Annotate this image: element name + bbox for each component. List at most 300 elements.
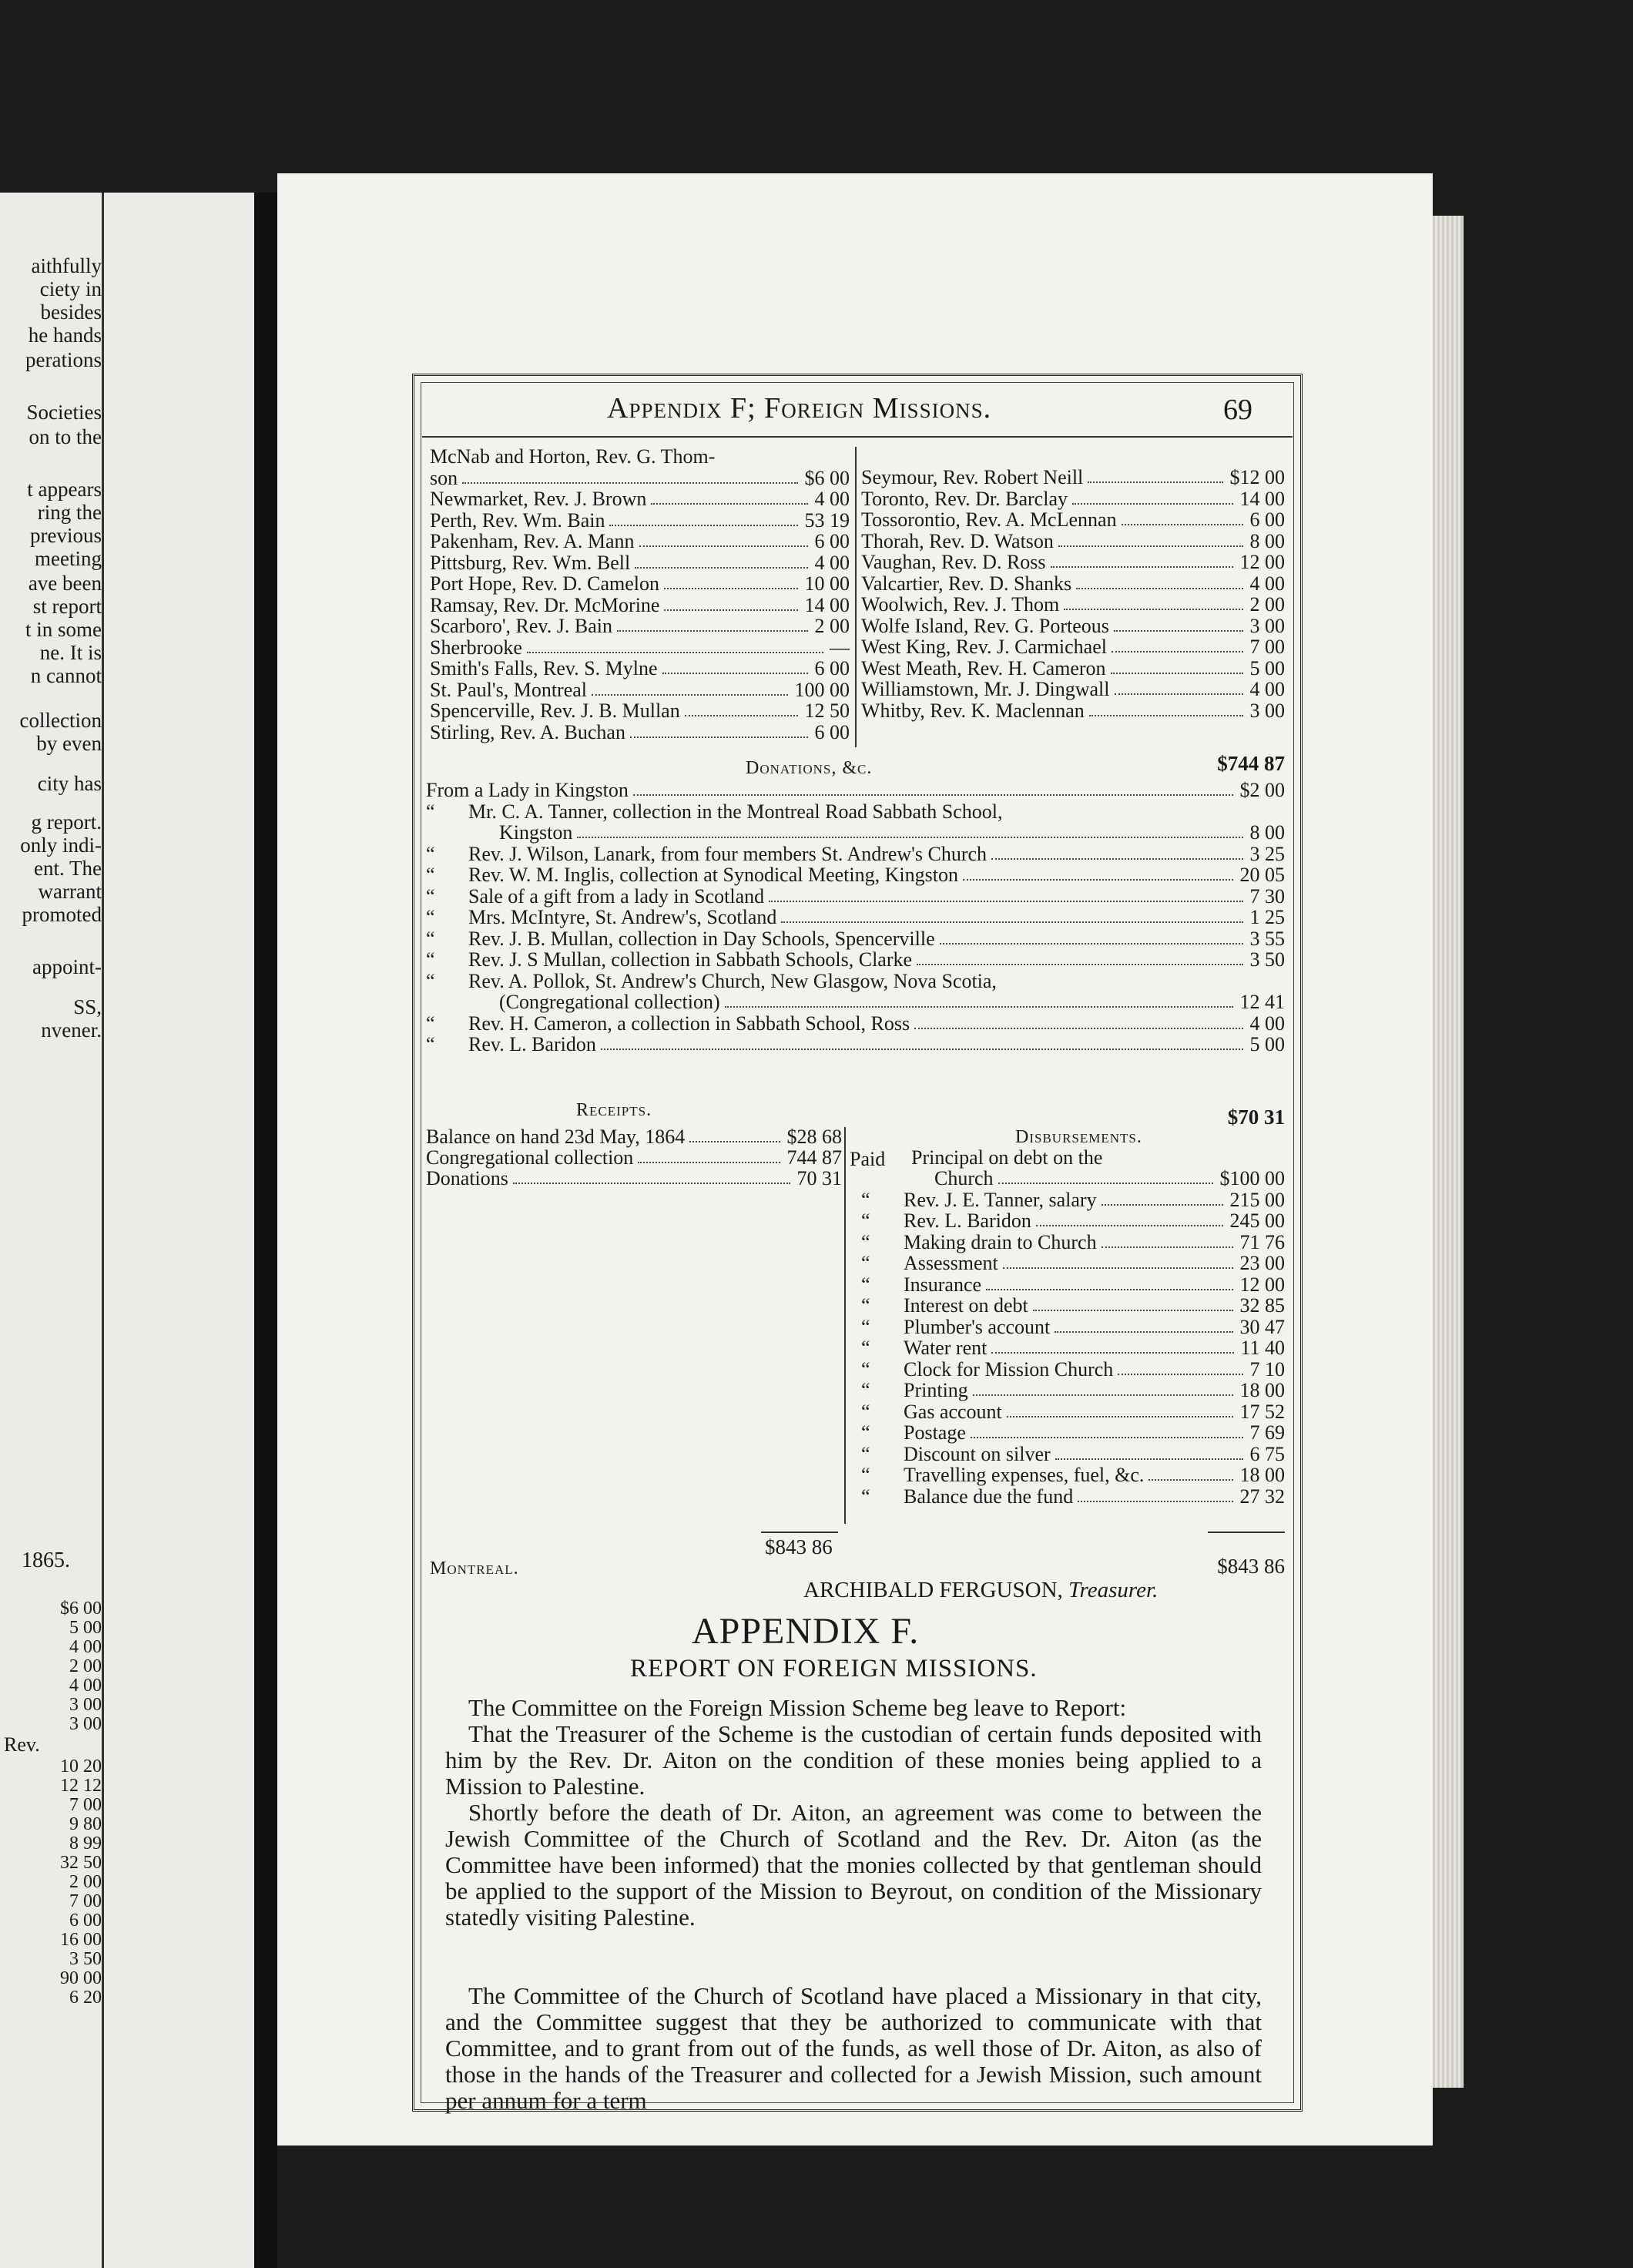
congregation-row-amount: 4 00 [1249,572,1285,595]
book-page [277,173,1433,2146]
donation-row [426,802,1285,822]
congregations-total: $744 87 [1217,752,1285,775]
receipts-list [426,1127,842,1204]
receipt-row-amount: 744 87 [786,1146,842,1169]
disbursement-name: Travelling expenses, fuel, &c. [904,1464,1145,1486]
disbursement-amount: 30 47 [1239,1315,1285,1338]
congregation-row-name: Woolwich, Rev. J. Thom [861,593,1060,616]
disbursement-amount: 215 00 [1229,1188,1285,1211]
disbursement-amount: 32 85 [1239,1294,1285,1317]
leader-dots [725,1006,1233,1008]
left-page-amount: 4 00 [69,1676,102,1696]
congregation-row-amount: 4 00 [1249,678,1285,700]
congregation-row-name: Ramsay, Rev. Dr. McMorine [430,593,660,616]
ditto-mark: “ [861,1442,870,1465]
left-page-amount: 9 80 [69,1814,102,1834]
leader-dots [633,794,1233,796]
left-page-year: 1865. [22,1548,70,1572]
ditto-mark: “ [861,1294,870,1317]
congregation-row-amount: $12 00 [1229,466,1285,488]
left-page-amount: 7 00 [69,1891,102,1911]
donation-description: Rev. J. Wilson, Lanark, from four members St. Andrew's Church [468,842,988,865]
book-gutter [254,193,277,2268]
congregation-row-name: Williamstown, Mr. J. Dingwall [861,678,1110,700]
congregation-row [861,656,1285,679]
congregation-row-amount: 12 00 [1239,551,1285,573]
leader-dots [1058,545,1243,547]
receipt-row-amount: 70 31 [796,1167,842,1189]
disbursement-amount: 18 00 [1239,1379,1285,1401]
signature-place: Montreal. [430,1558,519,1579]
receipts-total-rule [761,1532,838,1533]
congregation-row-name: Port Hope, Rev. D. Camelon [430,572,659,595]
congregation-row-amount: 3 00 [1249,614,1285,637]
leader-dots [592,694,788,696]
ditto-mark: “ [861,1273,870,1296]
receipt-row-name: Balance on hand 23d May, 1864 [426,1126,686,1148]
left-page-line: t in some [25,618,102,641]
donation-description: Sale of a gift from a lady in Scotland [468,884,765,908]
disbursement-row [850,1402,1285,1422]
donation-amount: 1 25 [1249,906,1285,928]
donations-list [426,780,1285,1104]
donation-description: Mrs. McIntyre, St. Andrew's, Scotland [468,906,777,928]
left-page-line: he hands [28,324,102,347]
leader-dots [1148,1479,1233,1481]
leader-dots [991,1352,1234,1354]
left-page-line: only indi- [20,834,102,857]
leader-dots [601,1048,1243,1050]
donation-row [426,971,1285,991]
left-page-line: ne. It is [39,641,102,664]
disbursement-name: Balance due the fund [904,1485,1074,1508]
congregation-row [430,508,850,532]
leader-dots [1112,651,1243,653]
congregation-row [430,701,850,721]
donation-row [457,823,1285,843]
receipt-row [426,1127,842,1147]
congregation-row [861,574,1285,594]
congregation-row-name: Tossorontio, Rev. A. McLennan [861,508,1117,531]
left-page-amount: 16 00 [60,1930,102,1950]
donation-description: (Congregational collection) [499,991,720,1013]
leader-dots [513,1183,790,1184]
donation-description: Rev. J. B. Mullan, collection in Day Schools, Spencerville [468,927,935,950]
left-page-line: ent. The [34,857,102,880]
disbursement-name: Insurance [904,1273,982,1296]
donation-amount: 20 05 [1239,864,1285,886]
congregation-row [430,638,850,658]
ditto-mark: “ [861,1188,870,1211]
congregation-row [861,510,1285,530]
disbursements-heading: Disbursements. [1015,1127,1142,1147]
left-page-line: perations [25,348,102,371]
congregation-row-amount: 100 00 [794,678,850,701]
congregation-row-name: Thorah, Rev. D. Watson [861,529,1054,552]
leader-dots [963,879,1233,881]
leader-dots [986,1289,1233,1290]
leader-dots [527,652,823,653]
ditto-mark: “ [861,1421,870,1444]
leader-dots [1078,1501,1233,1502]
leader-dots [630,736,808,738]
ditto-mark: “ [861,1230,870,1253]
leader-dots [662,673,808,674]
ditto-mark: “ [861,1315,870,1338]
ditto-mark: “ [426,927,435,950]
left-page-amount: 3 50 [69,1949,102,1969]
leader-dots [1088,481,1223,483]
disbursement-amount: 27 32 [1239,1485,1285,1508]
left-page-amount: 8 99 [69,1834,102,1854]
report-paragraph: The Committee of the Church of Scotland have placed a Missionary in that city, and the Committee suggest that they be authorized to communicate with that Committee, and to grant from out of the funds, as well those of Dr. Aiton, as also of those in the hands of the Treasurer and collected for a Jewish Mission, such amount per annum for a term [445,1982,1262,2114]
disbursement-name: Gas account [904,1400,1002,1423]
left-page-amount: 5 00 [69,1618,102,1638]
disbursements-total-rule [1208,1532,1285,1533]
disbursement-amount: 18 00 [1239,1464,1285,1486]
congregation-row-amount: 5 00 [1249,656,1285,679]
left-page-amount: $6 00 [60,1599,102,1619]
disbursement-name: Interest on debt [904,1294,1028,1317]
leader-dots [1102,1246,1233,1248]
ditto-mark: “ [426,948,435,971]
donation-row [426,1014,1285,1034]
ditto-mark: “ [426,1033,435,1055]
disbursement-name: Discount on silver [904,1442,1051,1465]
leader-dots [664,609,798,611]
ditto-mark: “ [861,1400,870,1423]
leader-dots [1064,609,1243,610]
leader-dots [914,1028,1243,1029]
congregation-row [861,679,1285,700]
paid-label: Paid [850,1148,886,1170]
donation-amount: 3 50 [1249,948,1285,971]
disbursement-name: Printing [904,1379,968,1401]
report-body [445,1694,1269,2114]
left-page-line: besides [40,300,102,324]
disbursement-row [850,1357,1285,1381]
congregation-row-amount: 53 19 [804,508,850,532]
leader-dots [1122,524,1243,525]
donation-amount: 4 00 [1249,1012,1285,1035]
donation-row [426,865,1285,885]
ditto-mark: “ [861,1379,870,1401]
congregation-row-name: Stirling, Rev. A. Buchan [430,720,625,743]
left-page-line: warrant [38,880,102,903]
donation-description: Rev. A. Pollok, St. Andrew's Church, New Glasgow, Nova Scotia, [468,969,997,992]
ditto-mark: “ [861,1485,870,1508]
congregation-row [430,574,850,594]
donation-row [426,1035,1285,1055]
leader-dots [781,921,1243,923]
disbursement-name: Rev. L. Baridon [904,1209,1031,1232]
receipt-row [426,1169,842,1189]
donation-description: Rev. W. M. Inglis, collection at Synodical Meeting, Kingston [468,864,958,886]
left-page-line: on to the [29,425,102,448]
donations-heading: Donations, &c. [746,758,873,778]
left-page-line: city has [37,772,102,795]
congregation-row-name: Whitby, Rev. K. Maclennan [861,699,1085,722]
disbursement-amount: 17 52 [1239,1400,1285,1423]
left-page-amount: 32 50 [60,1853,102,1873]
donation-description: Mr. C. A. Tanner, collection in the Montreal Road Sabbath School, [468,800,1003,823]
leader-dots [1003,1267,1233,1269]
report-heading: APPENDIX F. [692,1611,920,1652]
disbursement-row [850,1423,1285,1443]
left-page-line: meeting [35,547,102,570]
donation-description: Rev. J. S Mullan, collection in Sabbath Schools, Clarke [468,948,913,971]
congregation-row-amount: 3 00 [1249,699,1285,722]
congregation-row-amount: 8 00 [1249,529,1285,552]
congregation-row-amount: 6 00 [814,657,850,679]
donation-description: Rev. L. Baridon [468,1033,596,1055]
ditto-mark: “ [426,969,435,992]
donation-row [426,950,1285,970]
disbursement-row [934,1169,1285,1189]
page-edge-stack [1433,216,1464,2088]
disbursement-row [850,1338,1285,1358]
congregation-row-amount: 6 00 [814,530,850,552]
disbursement-row [850,1465,1285,1485]
congregation-row [861,616,1285,636]
ditto-mark: “ [861,1209,870,1232]
congregation-row [430,532,850,552]
ditto-mark: “ [861,1337,870,1359]
left-page-rev: Rev. [4,1733,40,1756]
disbursement-row [850,1253,1285,1273]
donation-row [457,992,1285,1012]
congregations-left-column [430,447,850,747]
left-page-amount: 6 20 [69,1988,102,2008]
left-page-line: ciety in [39,277,102,300]
receipts-total: $843 86 [765,1535,833,1558]
congregation-row-name: Vaughan, Rev. D. Ross [861,551,1046,573]
ditto-mark: “ [426,1012,435,1035]
donation-row [426,780,1285,800]
disbursement-amount: 11 40 [1240,1337,1285,1359]
leader-dots [917,964,1243,965]
disbursement-row [850,1230,1285,1253]
congregation-row-name: St. Paul's, Montreal [430,678,588,701]
leader-dots [462,482,798,484]
disbursement-row [850,1275,1285,1295]
leader-dots [1007,1416,1233,1418]
disbursement-amount: $100 00 [1219,1167,1285,1189]
left-page-amount: 3 00 [69,1695,102,1715]
congregation-row [861,529,1285,552]
donation-amount: 8 00 [1249,821,1285,844]
treasurer-name: ARCHIBALD FERGUSON, [803,1578,1063,1602]
left-page-line: ring the [37,501,102,524]
ditto-mark: “ [861,1464,870,1486]
disbursements-list [850,1148,1285,1533]
disbursement-name: Water rent [904,1337,988,1359]
donation-amount: 3 55 [1249,927,1285,950]
left-page-fragment [0,193,254,2268]
congregation-row-name: West King, Rev. J. Carmichael [861,636,1107,658]
congregation-row [430,616,850,636]
left-page-amount: 2 00 [69,1872,102,1892]
congregation-row-name: Newmarket, Rev. J. Brown [430,488,647,510]
leader-dots [973,1394,1233,1396]
left-page-amount: 2 00 [69,1656,102,1676]
congregation-row-name: Seymour, Rev. Robert Neill [861,466,1084,488]
congregation-row-amount: $6 00 [804,466,850,489]
page-number: 69 [1223,394,1252,426]
disbursement-row [850,1296,1285,1316]
leader-dots [638,1162,780,1163]
congregation-row-name: son [430,466,458,489]
donations-total: $70 31 [1227,1105,1285,1129]
left-page-line: Societies [26,401,102,424]
disbursement-amount: 12 00 [1239,1273,1285,1296]
left-page-line: aithfully [31,254,102,277]
leader-dots [639,545,808,547]
report-subheading: REPORT ON FOREIGN MISSIONS. [630,1655,1038,1683]
disbursement-row-first: Principal on debt on the [911,1146,1103,1169]
disbursement-amount: 7 69 [1249,1421,1285,1444]
disbursement-amount: 7 10 [1249,1357,1285,1381]
left-page-line: promoted [22,903,102,926]
receipts-divider [844,1127,846,1524]
congregation-row-amount: 12 50 [804,700,850,722]
left-page-amount: 12 12 [60,1776,102,1796]
congregation-row [861,701,1285,721]
leader-dots [971,1437,1243,1438]
donation-row [426,929,1285,949]
disbursement-row [850,1211,1285,1231]
leader-dots [769,901,1243,902]
congregation-row-name: Valcartier, Rev. D. Shanks [861,572,1072,595]
donation-amount: $2 00 [1239,779,1285,801]
leader-dots [1076,588,1243,589]
left-page-line: g report. [31,810,102,834]
congregation-row [430,659,850,679]
congregation-row-amount: 6 00 [1249,508,1285,531]
leader-dots [1051,566,1233,568]
left-page-amount: 6 00 [69,1911,102,1931]
leader-dots [1111,673,1243,674]
congregation-row-amount: 10 00 [804,572,850,595]
disbursement-amount: 245 00 [1229,1209,1285,1232]
receipt-row-name: Donations [426,1167,508,1189]
congregation-row-amount: 14 00 [1239,487,1285,510]
disbursement-name: Assessment [904,1252,998,1274]
disbursement-row [850,1444,1285,1464]
report-paragraph: Shortly before the death of Dr. Aiton, an agreement was come to between the Jewish Committee of the Church of Scotland and the Rev. Dr. Aiton (as the Committee have been informed) that the monies collected by that gentleman should be applied to the support of the Mission to Beyrout, on condition of the Missionary statedly visiting Palestine. [445,1799,1262,1931]
leader-dots [998,1183,1213,1184]
treasurer-title: Treasurer. [1068,1578,1159,1602]
disbursement-amount: 23 00 [1239,1252,1285,1274]
leader-dots [1055,1331,1233,1333]
congregation-row-name: Smith's Falls, Rev. S. Mylne [430,657,658,679]
congregation-row [861,595,1285,615]
disbursement-name: Plumber's account [904,1315,1051,1338]
leader-dots [577,837,1243,838]
receipts-heading: Receipts. [576,1100,652,1120]
congregation-row-name: Scarboro', Rev. J. Bain [430,615,612,637]
page-frame [412,374,1303,2112]
congregation-row-name: Wolfe Island, Rev. G. Porteous [861,614,1109,637]
disbursement-row [850,1487,1285,1507]
report-paragraph: That the Treasurer of the Scheme is the custodian of certain funds deposited with him by the Rev. Dr. Aiton on the condition of these monies being applied to a Mission to Palestine. [445,1720,1262,1800]
congregation-row [430,468,850,488]
congregation-row-name: Pakenham, Rev. A. Mann [430,530,635,552]
leader-dots [635,567,808,569]
congregation-row-name: Sherbrooke [430,636,522,659]
congregation-row-name: Toronto, Rev. Dr. Barclay [861,487,1068,510]
donation-description: From a Lady in Kingston [426,779,629,801]
left-page-line: appoint- [32,955,102,978]
congregation-row-amount: 2 00 [1249,593,1285,616]
left-page-line: st report [32,595,102,618]
congregation-row-name: Pittsburg, Rev. Wm. Bell [430,551,631,574]
congregation-row [861,637,1285,657]
leader-dots [1055,1458,1243,1460]
congregations-right-column [861,447,1285,747]
disbursement-amount: 71 76 [1239,1230,1285,1253]
congregation-row-amount: — [830,636,850,659]
leader-dots [1115,693,1243,695]
leader-dots [685,715,798,716]
ditto-mark: “ [426,864,435,886]
leader-dots [609,525,798,526]
leader-dots [1102,1204,1223,1206]
congregation-row-amount: 7 00 [1249,636,1285,658]
donation-description: Kingston [499,821,573,844]
disbursement-row [850,1190,1285,1210]
left-page-amount: 10 20 [60,1756,102,1776]
receipt-row [426,1148,842,1168]
left-page-amount: 90 00 [60,1968,102,1988]
left-page-line: nvener. [41,1018,102,1042]
leader-dots [1072,503,1233,505]
donation-amount: 5 00 [1249,1033,1285,1055]
receipt-row-name: Congregational collection [426,1146,634,1169]
left-page-line: collection [19,709,102,732]
report-paragraph: The Committee on the Foreign Mission Scheme beg leave to Report: [468,1694,1127,1721]
left-page-amount: 4 00 [69,1637,102,1657]
signature-name [803,1578,1158,1603]
disbursement-row [850,1381,1285,1401]
disbursement-row [850,1317,1285,1337]
disbursement-amount: 6 75 [1249,1442,1285,1465]
leader-dots [1036,1225,1223,1226]
receipt-row-amount: $28 68 [786,1126,842,1148]
congregation-row-amount: 4 00 [814,551,850,574]
congregation-row-name: McNab and Horton, Rev. G. Thom- [430,445,716,468]
congregation-row [861,468,1285,488]
leader-dots [689,1141,780,1142]
leader-dots [1033,1310,1233,1311]
left-page-line: t appears [27,478,102,501]
disbursement-name: Making drain to Church [904,1230,1097,1253]
left-page-line: by even [36,732,102,755]
disbursements-total: $843 86 [1217,1555,1285,1578]
ditto-mark: “ [426,800,435,823]
disbursement-name: Church [934,1167,994,1189]
congregation-row [861,552,1285,572]
congregation-row-name: Spencerville, Rev. J. B. Mullan [430,700,680,722]
leader-dots [617,630,808,632]
ditto-mark: “ [426,884,435,908]
left-page-amount: 3 00 [69,1714,102,1734]
donation-row [426,908,1285,928]
leader-dots [991,858,1243,860]
disbursement-name: Postage [904,1421,966,1444]
donation-amount: 12 41 [1239,991,1285,1013]
ditto-mark: “ [861,1252,870,1274]
